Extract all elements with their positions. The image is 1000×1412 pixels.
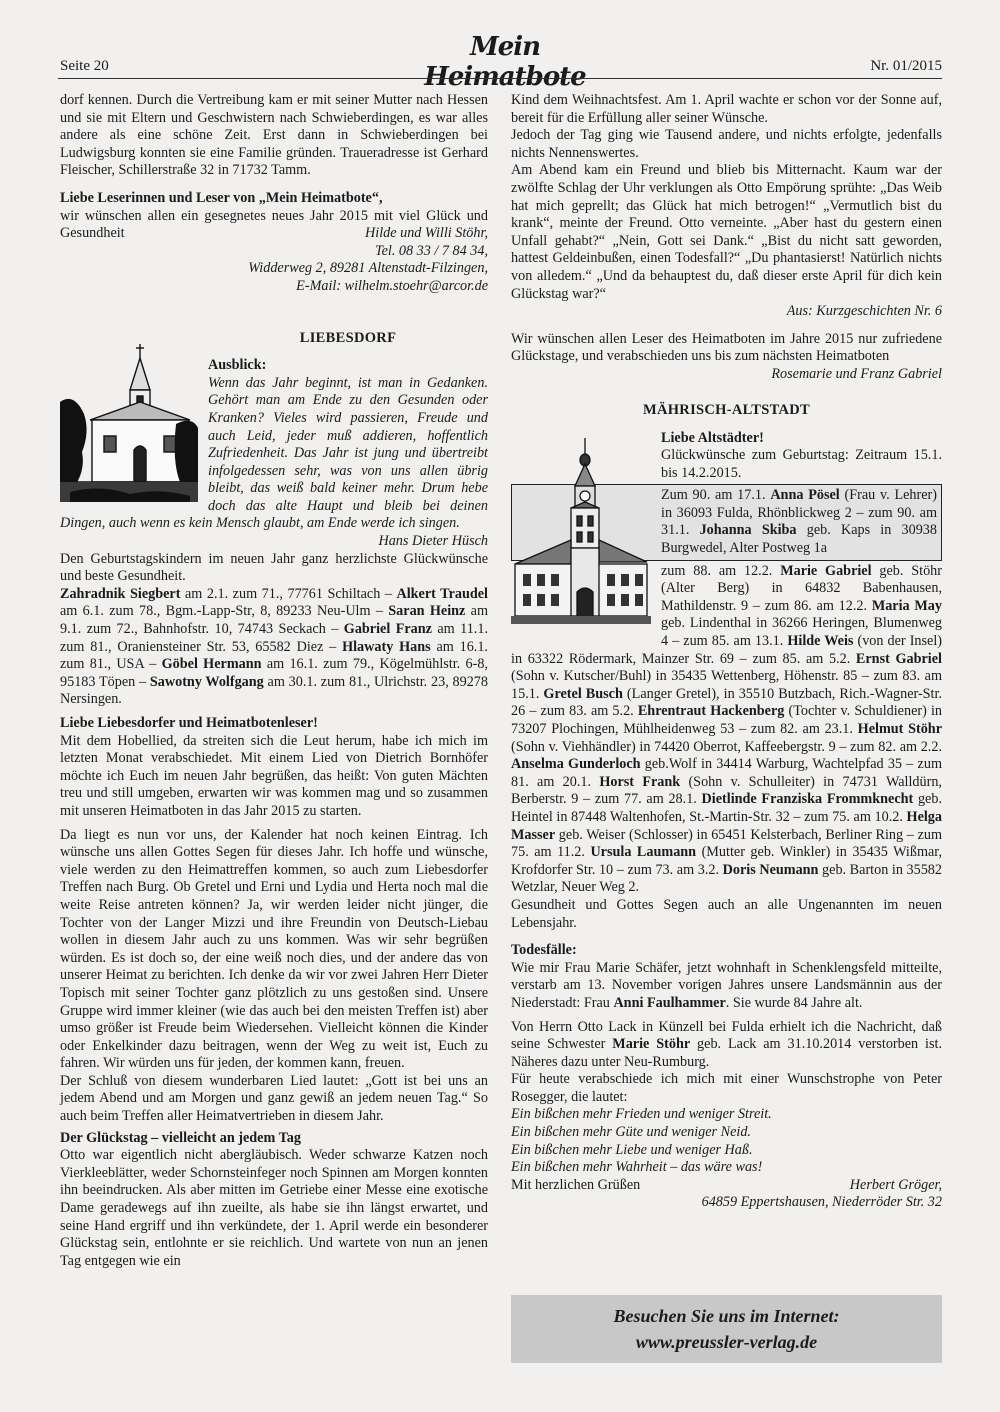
closing-signature: Mit herzlichen Grüßen Herbert Gröger, bbox=[511, 1176, 942, 1193]
signature-line: Widderweg 2, 89281 Altenstadt-Filzingen, bbox=[248, 260, 488, 277]
birthday-name: Helga Masser bbox=[511, 808, 942, 843]
paragraph: Für heute verabschiede ich mich mit einer Wunschstrophe von Peter Rosegger, die lautet: bbox=[511, 1071, 942, 1105]
birthday-name: Ehrentraut Hackenberg bbox=[637, 703, 785, 720]
paragraph: dorf kennen. Durch die Vertreibung kam er mit seiner Mutter nach Hessen und sie mit Eltern und Geschwistern nach Schwieberdingen, es war alles andere als eine schöne Zeit. Erst dann in Schwieberdingen bei Ludwigsburg konnten sie eine Familie gründen. Traueradresse ist Gerhard Fleischer, Schillerstraße 32 in 71732 Tamm. bbox=[60, 92, 488, 179]
birthday-detail: (Sohn v. Schulleiter) in 74731 Walldürn, Berberstr. 9 – zum 77. am 28.1. bbox=[511, 773, 942, 808]
birthday-detail: am 6.1. zum 78., Bgm.-Lapp-Str, 8, 89233 Neu-Ulm – bbox=[60, 603, 389, 620]
birthday-detail: am 16.1. zum 81., USA – bbox=[60, 638, 488, 673]
birthday-name: Doris Neumann bbox=[722, 861, 819, 878]
header-rule bbox=[58, 78, 942, 79]
birthday-name: Hilde Weis bbox=[787, 633, 854, 650]
page-number: Seite 20 bbox=[60, 58, 109, 74]
heading-todesfaelle: Todesfälle: bbox=[511, 942, 577, 959]
birthday-detail: (Sohn v. Viehhändler) in 74420 Oberrot, Kaffeebergstr. 9 – zum 82. am 2.2. bbox=[511, 738, 942, 755]
birthday-intro: Glückwünsche zum Geburtstag: Zeitraum 15.1. bis 14.2.2015. bbox=[661, 447, 942, 481]
poem-line: Ein bißchen mehr Güte und weniger Neid. bbox=[511, 1124, 751, 1141]
birthday-name: Horst Frank bbox=[599, 773, 681, 790]
birthday-name: Zahradnik Siegbert bbox=[60, 585, 181, 602]
birthday-name: Sawotny Wolfgang bbox=[149, 673, 264, 690]
right-column bbox=[511, 92, 942, 1212]
birthday-name: Hlawaty Hans bbox=[342, 638, 431, 655]
birthday-closing: Gesundheit und Gottes Segen auch an alle Ungenannten im neuen Lebensjahr. bbox=[511, 896, 942, 931]
birthday-detail: geb. Heintel in 87448 Waltenhofen, St.-Martin-Str. 32 – zum 75. am 10.2. bbox=[511, 791, 942, 825]
signature-line: Tel. 08 33 / 7 84 34, bbox=[375, 242, 488, 259]
signature-line: E-Mail: wilhelm.stoehr@arcor.de bbox=[296, 277, 488, 294]
paragraph: Da liegt es nun vor uns, der Kalender hat noch keinen Eintrag. Ich wünsche uns allen Gottes Segen für dieses Jahr. Ich hoffe und wünsche, viele werden zu den Heimattreffen kommen, so auch zum Liebesdorfer Treffen nach Burg. Ob Gretel und Erni und Lydia und Herta noch mal die weite Reise antreten können? Ja, wir werden leider nicht jünger, die Tochter von der Langer Mizzi und ihre Freundin von Deutsch-Liebau wollen in diesem Jahr auch zu uns kommen. Was wir sehr begrüßen würden. Es ist doch so, der eine weiß noch dies, und der andere das von unserer Heimat zu berichten. Ich denke da wir vor zwei Jahren Herr Dieter Topisch mit seiner Tochter ganz plötzlich zu uns gestoßen sind. Unsere Gruppe wird immer kleiner (wie das auch bei den meisten Treffen ist) aber umso größer ist Freude beim Wiedersehen. Vielleicht können die Kinder oder Enkelkinder dazu beitragen, wenn der Weg zu weit ist, Euch zu fahren. Wir würden uns für jeden, der kommen kann, freuen. bbox=[60, 826, 488, 1072]
birthday-detail: am 2.1. zum 71., 77761 Schiltach – bbox=[180, 585, 397, 602]
birthday-detail: am 9.1. zum 72., Bahnhofstr. 10, 74743 Seckach – bbox=[60, 603, 488, 638]
signature-address: 64859 Eppertshausen, Niederröder Str. 32 bbox=[701, 1194, 942, 1211]
poem-line: Ein bißchen mehr Liebe und weniger Haß. bbox=[511, 1141, 753, 1158]
section-maehrisch-altstadt: MÄHRISCH-ALTSTADT bbox=[642, 401, 811, 418]
issue-number: Nr. 01/2015 bbox=[870, 58, 942, 74]
paragraph: Am Abend kam ein Freund und blieb bis Mitternacht. Kaum war der zwölfte Schlag der Uhr verklungen als Otto Empörung sprühte: „Das Weib hat mich geprellt; das Glück hat mich betrogen!“ „Vermutlich bist du krank“, meinte der Freund. Otto verneinte. „Aber hast du gestern einen Unfall gehabt?“ „Nein, Gott sei Dank.“ „Bist du nicht satt geworden, hattest Geldeinbußen, einen Todesfall?“ „Du phantasierst! Natürlich nichts von alledem.“ „Und da behauptest du, daß dieser erste April für dich kein Glückstag war?“ bbox=[511, 162, 942, 302]
birthday-name: Gretel Busch bbox=[543, 685, 623, 702]
birthday-detail: (Frau v. Lehrer) in 36093 Fulda, Rhönblickweg 2 – zum 90. am 31.1. bbox=[661, 487, 937, 539]
birthday-detail: (Tochter v. Schuldiener) in 73207 Plochingen, Mühlheidenweg 53 – zum 82. am 23.1. bbox=[511, 703, 942, 737]
poem-line: Ein bißchen mehr Frieden und weniger Streit. bbox=[511, 1106, 772, 1123]
birthday-detail: geb. Stöhr (Alter Berg) in 64832 Babenhausen, Mathildenstr. 9 – zum 86. am 12.2. bbox=[661, 562, 942, 614]
birthday-name: Maria May bbox=[871, 597, 942, 614]
birthday-name: Anna Pösel bbox=[770, 487, 840, 504]
birthday-detail: am 16.1. zum 79., Kögelmühlstr. 6-8, 95183 Töpen – bbox=[60, 656, 488, 690]
paragraph: Kind dem Weihnachtsfest. Am 1. April wachte er schon vor der Sonne auf, bereit für die Erfüllung aller seiner Wünsche. bbox=[511, 92, 942, 126]
birthday-intro: Den Geburtstagskindern im neuen Jahr ganz herzlichste Glückwünsche und beste Gesundheit. bbox=[60, 550, 488, 585]
obituary: Von Herrn Otto Lack in Künzell bei Fulda erhielt ich die Nachricht, daß seine Schwester Marie Stöhr geb. Lack am 31.10.2014 verstorben ist. Näheres dazu unter Neu-Rumburg. bbox=[511, 1018, 943, 1070]
birthday-name: Dietlinde Franziska Frommknecht bbox=[701, 791, 914, 808]
poem-author: Hans Dieter Hüsch bbox=[378, 533, 488, 550]
birthday-detail: zum 88. am 12.2. bbox=[661, 562, 781, 579]
paragraph: Jedoch der Tag ging wie Tausend andere, und nichts erfolgte, jedenfalls nichts Nennenswertes. bbox=[511, 127, 942, 161]
birthday-name: Anselma Gunderloch bbox=[511, 756, 641, 773]
birthday-detail: (Mutter geb. Winkler) in 35435 Wißmar, Krofdorfer Str. 10 – zum 73. am 3.2. bbox=[511, 844, 942, 878]
birthday-name: Gabriel Franz bbox=[343, 621, 432, 638]
birthday-detail: (Sohn v. Kutscher/Buhl) in 35435 Wettenberg, Höhenstr. 85 – zum 83. am 15.1. bbox=[511, 668, 942, 702]
paragraph: wir wünschen allen ein gesegnetes neues Jahr 2015 mit viel Glück und Gesundheit Hilde und Willi Stöhr, bbox=[60, 207, 488, 242]
birthday-name: Ursula Laumann bbox=[590, 844, 697, 861]
paragraph: Wir wünschen allen Leser des Heimatboten im Jahre 2015 nur zufriedene Glückstage, und verabschieden uns bis zum nächsten Heimatboten Rosemarie und Franz Gabriel bbox=[511, 330, 942, 382]
left-column bbox=[60, 92, 488, 1270]
birthday-detail: (von der Insel) in 63322 Rödermark, Mainzer Str. 69 – zum 85. am 5.2. bbox=[511, 633, 942, 667]
heading-ausblick: Ausblick: bbox=[208, 357, 267, 374]
banner-url-link[interactable]: www.preussler-verlag.de bbox=[635, 1332, 818, 1352]
obituary: Wie mir Frau Marie Schäfer, jetzt wohnhaft in Schenklengsfeld mitteilte, verstarb am 13. November vorigen Jahres unsere Landsmännin aus der Niederstadt: Frau Anni Faulhammer. Sie wurde 84 Jahre alt. bbox=[511, 959, 942, 1011]
masthead-title: Mein Heimatbote bbox=[424, 32, 586, 92]
birthday-name: Marie Gabriel bbox=[780, 562, 872, 579]
birthday-name: Alkert Traudel bbox=[396, 585, 488, 602]
heading-altstaedter: Liebe Altstädter! bbox=[661, 429, 764, 446]
birthday-detail: am 30.1. zum 81., Ulrichstr. 23, 89278 Nersingen. bbox=[60, 673, 488, 708]
church-illustration bbox=[60, 332, 198, 502]
poem-ausblick: Wenn das Jahr beginnt, ist man in Gedanken. Gehört man am Ende zu den Gesunden oder Kranken? Vieles wird passieren, Freude und auch Leid, jeder muß addieren, hoffentlich Zufriedenheit. Das Jahr ist jung und übertreibt infolgedessen sehr, was von uns allen übrig bleibt, das weiß bald keiner mehr. Drum hebe doch das alte Haupt und bleib bei deinen Dingen, auch wenn es kein Mensch glaubt, am Ende werde ich singen. bbox=[60, 374, 488, 532]
poem-rosegger bbox=[511, 1106, 942, 1176]
heading-leser: Liebe Leserinnen und Leser von „Mein Heimatbote“, bbox=[60, 189, 383, 206]
birthday-name: Saran Heinz bbox=[388, 603, 466, 620]
birthday-detail: geb. Weiser (Schlosser) in 65451 Kelsterbach, Berliner Ring – zum 75. am 11.2. bbox=[511, 826, 942, 861]
section-liebesdorf: LIEBESDORF bbox=[299, 329, 397, 346]
town-hall-illustration bbox=[511, 434, 651, 630]
birthday-name: Ernst Gabriel bbox=[855, 650, 942, 667]
heading-liebe: Liebe Liebesdorfer und Heimatbotenleser! bbox=[60, 715, 318, 731]
birthday-list-liebesdorf bbox=[60, 586, 488, 709]
birthday-name: Göbel Hermann bbox=[161, 656, 262, 673]
website-banner[interactable] bbox=[511, 1295, 942, 1363]
source-line: Aus: Kurzgeschichten Nr. 6 bbox=[786, 303, 942, 320]
birthday-detail: geb.Wolf in 34414 Warburg, Wachtelpfad 35 – zum 81. am 20.1. bbox=[511, 756, 942, 790]
heading-glueckstag: Der Glückstag – vielleicht an jedem Tag bbox=[60, 1129, 301, 1146]
birthday-name: Helmut Stöhr bbox=[857, 721, 942, 737]
paragraph: Mit dem Hobellied, da streiten sich die Leut herum, habe ich mich im letzten Monat verabschiedet. Mit einem Lied von Dietrich Bornhöfer möchte ich Euch im neuen Jahr begrüßen, das heißt: Von guten Mächten treu und still umgeben, erwarten wir was kommen mag und so zusammen mit unseren Heimatboten in das Jahr 2015 zu starten. bbox=[60, 732, 488, 819]
birthday-detail: geb. Barton in 35582 Wetzlar, Neuer Weg 2. bbox=[511, 861, 942, 896]
birthday-detail: geb. Lindenthal in 36266 Heringen, Blumenweg 4 – zum 85. am 13.1. bbox=[661, 615, 942, 650]
birthday-detail: Zum 90. am 17.1. bbox=[661, 487, 771, 504]
paragraph: Otto war eigentlich nicht abergläubisch. Weder schwarze Katzen noch Vierkleeblätter, weder Schornsteinfeger noch Spinnen am Morgen konnten ihn beeindrucken. Als aber mitten im Getriebe einer Messe eine exotische Dame geradewegs auf ihn zueilte, als habe sie ihn längst erwartet, und seine Hand ergriff und ihn verkündete, der 1. April werde ein besonderer Glückstag sein, entlohnte er sie reichlich. Und wartete von nun an jenen Tag entgegen wie ein bbox=[60, 1147, 488, 1269]
banner-line1: Besuchen Sie uns im Internet: bbox=[613, 1306, 840, 1326]
birthday-name: Johanna Skiba bbox=[699, 522, 797, 539]
birthday-detail: (Langer Gretel), in 35510 Butzbach, Rich.-Wagner-Str. 26 – zum 83. am 5.2. bbox=[511, 685, 942, 720]
birthday-detail: geb. Kaps in 30938 Burgwedel, Alter Postweg 1a bbox=[661, 522, 937, 557]
birthday-detail: am 11.1. zum 81., Oraniensteiner Str. 53, 65582 Diez – bbox=[60, 621, 488, 655]
paragraph: Der Schluß von diesem wunderbaren Lied lautet: „Gott ist bei uns an jedem Abend und am Morgen und ganz gewiß an jedem neuen Tag.“ So auch beim Treffen aller Heimatvertrieben in diesem Jahr. bbox=[60, 1072, 488, 1125]
poem-line: Ein bißchen mehr Wahrheit – das wäre was! bbox=[511, 1159, 763, 1176]
